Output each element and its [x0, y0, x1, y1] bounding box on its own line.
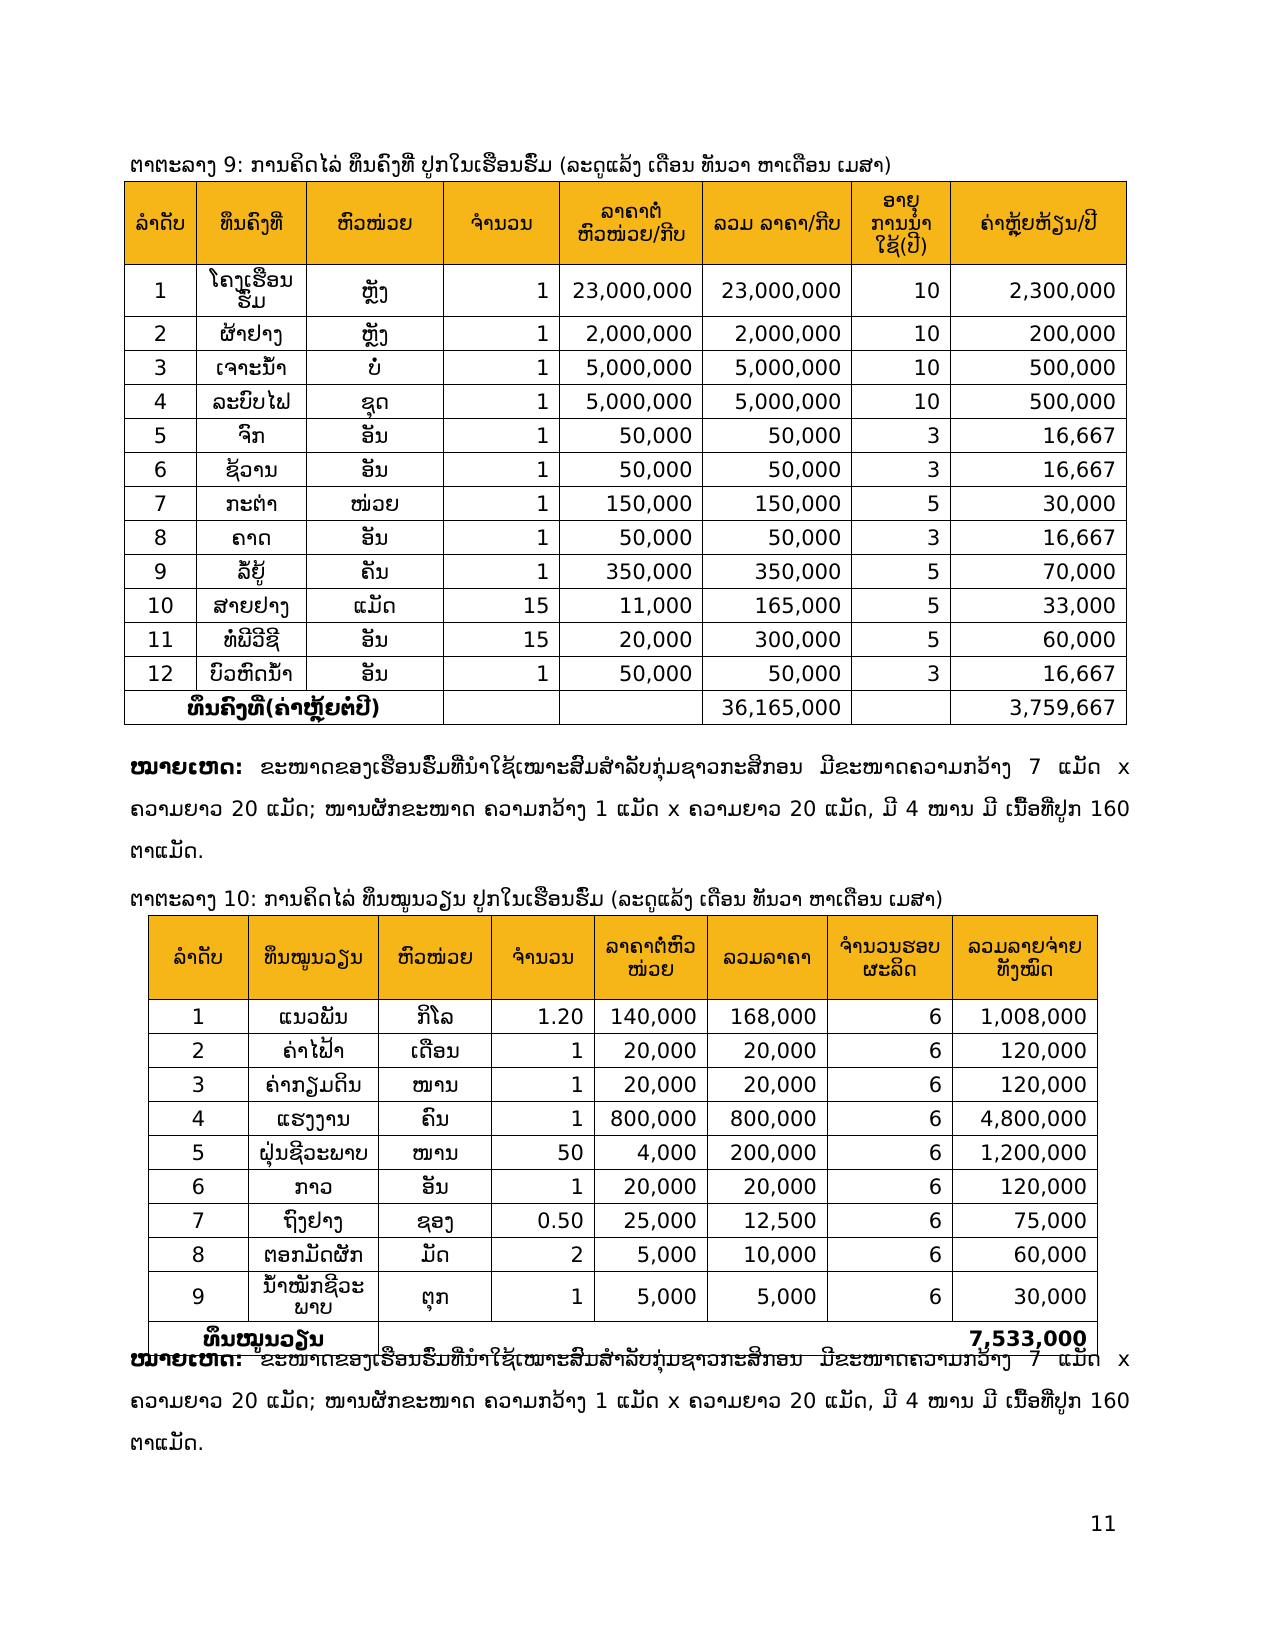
- unit: ຊຸດ: [306, 385, 443, 419]
- unit-price: 20,000: [594, 1034, 707, 1068]
- quantity: 1: [492, 1102, 595, 1136]
- table9-header: ຈຳນວນ: [443, 182, 560, 265]
- depreciation: 500,000: [951, 351, 1127, 385]
- total-price: 350,000: [703, 555, 852, 589]
- table-row: [149, 1102, 1098, 1136]
- lifespan: 10: [852, 385, 951, 419]
- table10-header: ລາຄາຕໍ່ຫົວ ໜ່ວຍ: [594, 916, 707, 1000]
- table-row: [125, 521, 1127, 555]
- total-price: 150,000: [703, 487, 852, 521]
- unit-price: 800,000: [594, 1102, 707, 1136]
- row-number: 1: [125, 265, 197, 317]
- total-price: 5,000,000: [703, 385, 852, 419]
- table-row: [125, 265, 1127, 317]
- table-row: [149, 1238, 1098, 1272]
- row-number: 12: [125, 657, 197, 691]
- unit: ຫຼັງ: [306, 317, 443, 351]
- total-price: 20,000: [707, 1170, 827, 1204]
- table9-header: ລວມ ລາຄາ/ກີບ: [703, 182, 852, 265]
- empty-cell: [443, 691, 560, 725]
- unit: ບໍ່: [306, 351, 443, 385]
- depreciation: 16,667: [951, 657, 1127, 691]
- quantity: 2: [492, 1238, 595, 1272]
- lifespan: 5: [852, 487, 951, 521]
- table-row: [125, 385, 1127, 419]
- table10-header: ລວມລາຄາ: [707, 916, 827, 1000]
- unit-price: 140,000: [594, 1000, 707, 1034]
- table-row: [149, 1136, 1098, 1170]
- production-cycles: 6: [827, 1000, 952, 1034]
- table10-header-row: [149, 916, 1098, 1000]
- table-row: [125, 487, 1127, 521]
- lifespan: 3: [852, 657, 951, 691]
- note-text: ຂະໜາດຂອງເຮືອນຮົ່ມທີ່ນຳໃຊ້ເໝາະສົມສຳລັບກຸ່ມຊາວກະສິກອນ ມີຂະໜາດຄວາມກວ້າງ 7 ແມັດ x ຄວາມຍາວ 20 ແມັດ; ໜານຜັກຂະໜາດ ຄວາມກວ້າງ 1 ແມັດ x ຄວາມຍາວ 20 ແມັດ, ມີ 4 ໜານ ມີ ເນື້ອທີ່ປູກ 160 ຕາແມັດ.: [130, 755, 1130, 863]
- table9-caption-text: ຕາຕະລາງ 9: ການຄິດໄລ່ ທຶນຄົງທີ່ ປູກໃນເຮືອນຮົ່ມ: [130, 153, 553, 177]
- quantity: 1: [443, 351, 560, 385]
- table-row: [125, 317, 1127, 351]
- total-price: 2,000,000: [703, 317, 852, 351]
- unit: ອັນ: [306, 419, 443, 453]
- total-expense: 4,800,000: [953, 1102, 1098, 1136]
- unit: ຫຼັງ: [306, 265, 443, 317]
- total-price: 50,000: [703, 453, 852, 487]
- total-expense: 120,000: [953, 1068, 1098, 1102]
- total-price: 50,000: [703, 419, 852, 453]
- item-name: ລໍ້ຍູ້: [196, 555, 306, 589]
- table-row: [125, 623, 1127, 657]
- table10-header: ຫົວໜ່ວຍ: [379, 916, 492, 1000]
- total-expense: 120,000: [953, 1170, 1098, 1204]
- quantity: 50: [492, 1136, 595, 1170]
- item-name: ກາວ: [248, 1170, 379, 1204]
- table9-note: [130, 746, 1130, 872]
- total-price: 10,000: [707, 1238, 827, 1272]
- unit-price: 50,000: [560, 453, 703, 487]
- table9-total-row: [125, 691, 1127, 725]
- quantity: 1: [492, 1068, 595, 1102]
- row-number: 9: [125, 555, 197, 589]
- table-row: [149, 1272, 1098, 1322]
- quantity: 15: [443, 623, 560, 657]
- unit: ຄັນ: [306, 555, 443, 589]
- row-number: 3: [149, 1068, 249, 1102]
- unit-price: 25,000: [594, 1204, 707, 1238]
- row-number: 8: [149, 1238, 249, 1272]
- row-number: 10: [125, 589, 197, 623]
- quantity: 1: [443, 265, 560, 317]
- table-row: [125, 555, 1127, 589]
- table10-caption-text: ຕາຕະລາງ 10: ການຄິດໄລ່ ທຶນໝູນວຽນ ປູກໃນເຮືອນຮົ່ມ: [130, 887, 604, 911]
- total-expense: 1,008,000: [953, 1000, 1098, 1034]
- production-cycles: 6: [827, 1068, 952, 1102]
- empty-cell: [852, 691, 951, 725]
- item-name: ໂຄງເຮືອນ ຮົ່ມ: [196, 265, 306, 317]
- unit: ອັນ: [306, 623, 443, 657]
- empty-cell: [560, 691, 703, 725]
- item-name: ຜ້າຢາງ: [196, 317, 306, 351]
- unit: ຄົນ: [379, 1102, 492, 1136]
- unit-price: 50,000: [560, 521, 703, 555]
- unit-price: 11,000: [560, 589, 703, 623]
- total-price: 800,000: [707, 1102, 827, 1136]
- quantity: 1: [443, 521, 560, 555]
- total-price: 20,000: [707, 1068, 827, 1102]
- table-row: [125, 351, 1127, 385]
- quantity: 1: [443, 555, 560, 589]
- quantity: 1: [443, 487, 560, 521]
- row-number: 7: [149, 1204, 249, 1238]
- unit-price: 5,000: [594, 1238, 707, 1272]
- total-expense: 1,200,000: [953, 1136, 1098, 1170]
- row-number: 7: [125, 487, 197, 521]
- item-name: ຕອກມັດຜັກ: [248, 1238, 379, 1272]
- quantity: 1.20: [492, 1000, 595, 1034]
- item-name: ແນວພັນ: [248, 1000, 379, 1034]
- row-number: 3: [125, 351, 197, 385]
- table-row: [125, 589, 1127, 623]
- unit-price: 23,000,000: [560, 265, 703, 317]
- table10-caption: [130, 887, 943, 911]
- unit-price: 5,000,000: [560, 385, 703, 419]
- table10-header: ທຶນໝູນວຽນ: [248, 916, 379, 1000]
- total-price: 23,000,000: [703, 265, 852, 317]
- unit-price: 2,000,000: [560, 317, 703, 351]
- production-cycles: 6: [827, 1238, 952, 1272]
- quantity: 1: [443, 419, 560, 453]
- production-cycles: 6: [827, 1272, 952, 1322]
- quantity: 0.50: [492, 1204, 595, 1238]
- page-number: 11: [1090, 1512, 1117, 1536]
- item-name: ຄ່າໄຟ້າ: [248, 1034, 379, 1068]
- total-expense: 75,000: [953, 1204, 1098, 1238]
- quantity: 15: [443, 589, 560, 623]
- table9-header: ອາຍຸ ການນຳ ໃຊ້(ປີ): [852, 182, 951, 265]
- table10-note: [130, 1338, 1130, 1464]
- depreciation: 16,667: [951, 453, 1127, 487]
- production-cycles: 6: [827, 1034, 952, 1068]
- table-row: [149, 1170, 1098, 1204]
- lifespan: 5: [852, 589, 951, 623]
- lifespan: 5: [852, 555, 951, 589]
- item-name: ທໍ່ພີວີຊີ: [196, 623, 306, 657]
- depreciation: 33,000: [951, 589, 1127, 623]
- table-row: [149, 1204, 1098, 1238]
- table9-caption: [130, 153, 892, 177]
- lifespan: 5: [852, 623, 951, 657]
- item-name: ນ້ຳໝັກຊີວະ ພາບ: [248, 1272, 379, 1322]
- production-cycles: 6: [827, 1204, 952, 1238]
- row-number: 5: [125, 419, 197, 453]
- total-price: 20,000: [707, 1034, 827, 1068]
- lifespan: 10: [852, 265, 951, 317]
- total-price: 200,000: [707, 1136, 827, 1170]
- unit: ເດືອນ: [379, 1034, 492, 1068]
- unit: ໜານ: [379, 1136, 492, 1170]
- row-number: 11: [125, 623, 197, 657]
- table9-header: ລຳດັບ: [125, 182, 197, 265]
- unit-price: 20,000: [560, 623, 703, 657]
- total-label: ທຶນຄົງທີ່(ຄ່າຫຼຸ້ຍຕໍ່ປີ): [125, 691, 444, 725]
- item-name: ຄາດ: [196, 521, 306, 555]
- table-row: [149, 1068, 1098, 1102]
- row-number: 4: [125, 385, 197, 419]
- row-number: 8: [125, 521, 197, 555]
- table9-caption-season: (ລະດູແລ້ງ ເດືອນ ທັນວາ ຫາເດືອນ ເມສາ): [559, 153, 892, 177]
- unit: ຕຸກ: [379, 1272, 492, 1322]
- total-price: 50,000: [703, 657, 852, 691]
- row-number: 2: [125, 317, 197, 351]
- quantity: 1: [492, 1170, 595, 1204]
- item-name: ຖົງຢາງ: [248, 1204, 379, 1238]
- total-label: ທຶນໝູນວຽນ: [149, 1322, 379, 1356]
- note-label: ໝາຍເຫດ:: [130, 1347, 244, 1371]
- table-row: [149, 1034, 1098, 1068]
- table9-header: ທຶນຄົງທີ່: [196, 182, 306, 265]
- table9-header: ລາຄາຕໍ່ ຫົວໜ່ວຍ/ກີບ: [560, 182, 703, 265]
- unit: ມັດ: [379, 1238, 492, 1272]
- table10-header: ລຳດັບ: [149, 916, 249, 1000]
- total-price: 165,000: [703, 589, 852, 623]
- table9-header: ຫົວໜ່ວຍ: [306, 182, 443, 265]
- unit: ໜານ: [379, 1068, 492, 1102]
- unit: ຊອງ: [379, 1204, 492, 1238]
- table10-header: ຈຳນວນຮອບ ຜະລິດ: [827, 916, 952, 1000]
- quantity: 1: [492, 1034, 595, 1068]
- row-number: 6: [125, 453, 197, 487]
- production-cycles: 6: [827, 1136, 952, 1170]
- unit-price: 350,000: [560, 555, 703, 589]
- row-number: 9: [149, 1272, 249, 1322]
- note-label: ໝາຍເຫດ:: [130, 755, 244, 779]
- total-expense-sum: 7,533,000: [379, 1322, 1098, 1356]
- row-number: 6: [149, 1170, 249, 1204]
- unit-price: 20,000: [594, 1170, 707, 1204]
- table-row: [125, 453, 1127, 487]
- total-price: 5,000: [707, 1272, 827, 1322]
- item-name: ເຈາະນ້ຳ: [196, 351, 306, 385]
- unit-price: 150,000: [560, 487, 703, 521]
- table-row: [125, 657, 1127, 691]
- depreciation: 200,000: [951, 317, 1127, 351]
- unit-price: 5,000,000: [560, 351, 703, 385]
- total-price: 50,000: [703, 521, 852, 555]
- depreciation: 60,000: [951, 623, 1127, 657]
- quantity: 1: [443, 385, 560, 419]
- total-depreciation: 3,759,667: [951, 691, 1127, 725]
- item-name: ກະຕ່າ: [196, 487, 306, 521]
- row-number: 4: [149, 1102, 249, 1136]
- unit-price: 50,000: [560, 657, 703, 691]
- depreciation: 16,667: [951, 419, 1127, 453]
- total-price: 12,500: [707, 1204, 827, 1238]
- table9: [124, 181, 1127, 725]
- unit: ອັນ: [306, 521, 443, 555]
- quantity: 1: [443, 453, 560, 487]
- row-number: 1: [149, 1000, 249, 1034]
- unit: ກິໂລ: [379, 1000, 492, 1034]
- quantity: 1: [443, 317, 560, 351]
- total-expense: 60,000: [953, 1238, 1098, 1272]
- item-name: ຈົກ: [196, 419, 306, 453]
- item-name: ຝຸ່ນຊີວະພາບ: [248, 1136, 379, 1170]
- total-sum: 36,165,000: [703, 691, 852, 725]
- total-price: 5,000,000: [703, 351, 852, 385]
- lifespan: 10: [852, 351, 951, 385]
- item-name: ບົວຫົດນ້ຳ: [196, 657, 306, 691]
- unit-price: 4,000: [594, 1136, 707, 1170]
- item-name: ລະບົບໄຟ: [196, 385, 306, 419]
- lifespan: 3: [852, 419, 951, 453]
- depreciation: 500,000: [951, 385, 1127, 419]
- table10: [148, 915, 1098, 1356]
- depreciation: 30,000: [951, 487, 1127, 521]
- table10-caption-season: (ລະດູແລ້ງ ເດືອນ ທັນວາ ຫາເດືອນ ເມສາ): [610, 887, 944, 911]
- unit-price: 20,000: [594, 1068, 707, 1102]
- unit: ໜ່ວຍ: [306, 487, 443, 521]
- depreciation: 16,667: [951, 521, 1127, 555]
- depreciation: 70,000: [951, 555, 1127, 589]
- unit: ອັນ: [306, 453, 443, 487]
- unit-price: 5,000: [594, 1272, 707, 1322]
- unit: ອັນ: [306, 657, 443, 691]
- note-text: ຂະໜາດຂອງເຮືອນຮົ່ມທີ່ນຳໃຊ້ເໝາະສົມສຳລັບກຸ່ມຊາວກະສິກອນ ມີຂະໜາດຄວາມກວ້າງ 7 ແມັດ x ຄວາມຍາວ 20 ແມັດ; ໜານຜັກຂະໜາດ ຄວາມກວ້າງ 1 ແມັດ x ຄວາມຍາວ 20 ແມັດ, ມີ 4 ໜານ ມີ ເນື້ອທີ່ປູກ 160 ຕາແມັດ.: [130, 1347, 1130, 1455]
- unit: ອັນ: [379, 1170, 492, 1204]
- quantity: 1: [492, 1272, 595, 1322]
- production-cycles: 6: [827, 1170, 952, 1204]
- table10-header: ຈຳນວນ: [492, 916, 595, 1000]
- quantity: 1: [443, 657, 560, 691]
- unit-price: 50,000: [560, 419, 703, 453]
- row-number: 2: [149, 1034, 249, 1068]
- lifespan: 3: [852, 521, 951, 555]
- unit: ແມັດ: [306, 589, 443, 623]
- total-price: 168,000: [707, 1000, 827, 1034]
- row-number: 5: [149, 1136, 249, 1170]
- depreciation: 2,300,000: [951, 265, 1127, 317]
- table9-header: ຄ່າຫຼຸ້ຍຫ້ຽນ/ປີ: [951, 182, 1127, 265]
- item-name: ຊ້ວານ: [196, 453, 306, 487]
- item-name: ແຮງງານ: [248, 1102, 379, 1136]
- table10-header: ລວມລາຍຈ່າຍ ທັງໝົດ: [953, 916, 1098, 1000]
- lifespan: 3: [852, 453, 951, 487]
- table-row: [149, 1000, 1098, 1034]
- total-expense: 30,000: [953, 1272, 1098, 1322]
- table-row: [125, 419, 1127, 453]
- table9-header-row: [125, 182, 1127, 265]
- item-name: ສາຍຢາງ: [196, 589, 306, 623]
- production-cycles: 6: [827, 1102, 952, 1136]
- lifespan: 10: [852, 317, 951, 351]
- item-name: ຄ່າກຽມດິນ: [248, 1068, 379, 1102]
- total-price: 300,000: [703, 623, 852, 657]
- total-expense: 120,000: [953, 1034, 1098, 1068]
